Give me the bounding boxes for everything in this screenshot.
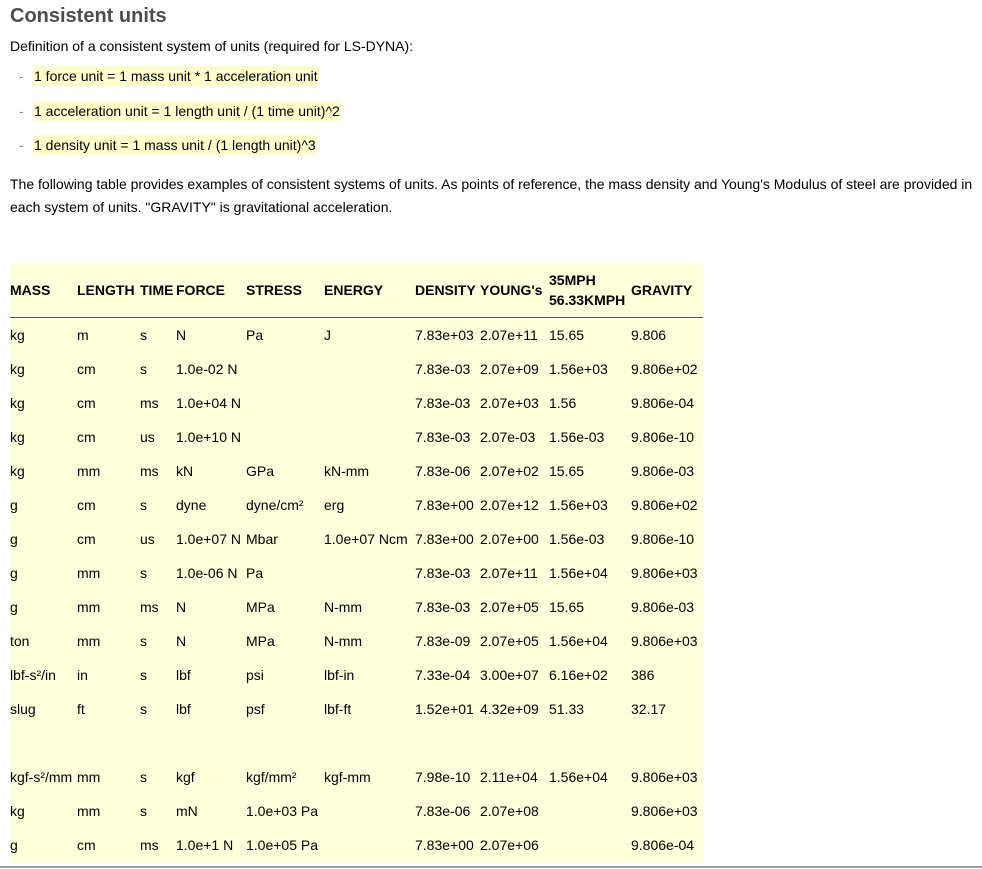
dash-bullet: - [19,102,24,119]
cell-gravity: 9.806e-03 [631,463,695,479]
cell-energy: 1.0e+07 Ncm [324,531,408,547]
cell-gravity: 9.806e-04 [631,837,695,853]
cell-gravity: 9.806e+02 [631,361,698,377]
cell-speed: 1.56e+04 [549,633,608,649]
cell-length: ft [77,701,85,717]
rule-text: 1 acceleration unit = 1 length unit / (1 time unit)^2 [34,102,340,119]
cell-force: 1.0e-02 N [176,361,238,377]
cell-youngs: 3.00e+07 [480,667,539,683]
header-length: LENGTH [77,282,135,298]
cell-gravity: 9.806e-10 [631,531,695,547]
cell-gravity: 9.806e+03 [631,633,698,649]
cell-density: 1.52e+01 [415,701,474,717]
header-speed-mph: 35MPH [549,272,596,288]
cell-gravity: 9.806e+03 [631,565,698,581]
cell-length: cm [77,395,96,411]
cell-speed: 6.16e+02 [549,667,608,683]
header-force: FORCE [176,282,225,298]
cell-force: 1.0e+04 N [176,395,241,411]
cell-stress: psf [246,701,265,717]
intro-text: Definition of a consistent system of units (required for LS-DYNA): [10,38,414,54]
cell-force: kN [176,463,194,479]
cell-mass: g [10,837,18,853]
cell-speed: 1.56e-03 [549,429,605,445]
cell-time: s [140,361,147,377]
cell-stress: Pa [246,565,264,581]
cell-density: 7.83e-03 [415,395,471,411]
cell-density: 7.83e+00 [415,837,474,853]
dash-bullet: - [19,68,24,84]
cell-density: 7.98e-10 [415,769,471,785]
cell-energy: erg [324,497,345,513]
cell-youngs: 2.07e+09 [480,361,539,377]
cell-stress: psi [246,667,264,683]
cell-force: dyne [176,497,207,513]
cell-youngs: 2.07e+00 [480,531,539,547]
rule-item [19,137,341,172]
header-divider [10,317,703,318]
cell-force: lbf [176,701,191,717]
description-paragraph: The following table provides examples of consistent systems of units. As points of reference, the mass density and Young's Modulus of steel are provided in each system of units. "GRAVITY" is gravitational acceleration. [10,176,973,215]
cell-force: N [176,599,187,615]
cell-youngs: 2.07e+05 [480,633,539,649]
cell-time: s [140,497,147,513]
cell-speed: 15.65 [549,599,585,615]
cell-mass: kgf-s²/mm [10,769,73,785]
cell-mass: g [10,565,18,581]
cell-youngs: 2.07e+06 [480,837,539,853]
cell-length: cm [77,531,96,547]
cell-time: s [140,803,147,819]
cell-mass: kg [10,361,25,377]
cell-energy: N-mm [324,633,363,649]
units-table [10,264,703,863]
cell-time: us [140,531,155,547]
cell-mass: slug [10,701,36,717]
header-time: TIME [140,282,174,298]
cell-time: s [140,769,147,785]
cell-time: ms [140,463,159,479]
cell-length: mm [77,803,101,819]
cell-speed: 1.56e+04 [549,769,608,785]
cell-gravity: 9.806e-04 [631,395,695,411]
cell-length: cm [77,837,96,853]
cell-density: 7.83e+00 [415,497,474,513]
cell-length: cm [77,361,96,377]
cell-mass: g [10,531,18,547]
header-youngs: YOUNG's [480,282,543,298]
cell-gravity: 9.806e-03 [631,599,695,615]
cell-stress: dyne/cm² [246,497,304,513]
rule-text: 1 density unit = 1 mass unit / (1 length unit)^3 [34,137,316,153]
cell-energy: J [324,327,331,343]
header-energy: ENERGY [324,282,384,298]
cell-mass: kg [10,803,25,819]
cell-length: m [77,327,89,343]
cell-density: 7.83e-03 [415,565,471,581]
cell-density: 7.83e-03 [415,599,471,615]
cell-youngs: 2.11e+04 [480,769,538,785]
cell-force: N [176,633,187,649]
cell-time: ms [140,599,159,615]
header-mass: MASS [10,282,51,298]
rule-item [19,68,341,103]
rules-list [19,68,341,172]
cell-force: 1.0e+10 N [176,429,241,445]
cell-energy: lbf-ft [324,701,352,717]
page-bottom-border [0,866,982,868]
cell-energy: kgf-mm [324,769,371,785]
cell-youngs: 2.07e+12 [480,497,539,513]
dash-bullet: - [19,137,24,153]
cell-gravity: 9.806e+03 [631,803,698,819]
cell-mass: kg [10,327,25,343]
cell-force: 1.0e-06 N [176,565,238,581]
cell-length: mm [77,769,101,785]
cell-mass: kg [10,463,25,479]
cell-energy: N-mm [324,599,363,615]
page-title: Consistent units [10,5,167,27]
cell-density: 7.83e-09 [415,633,471,649]
header-stress: STRESS [246,282,303,298]
cell-time: ms [140,395,159,411]
cell-stress: Pa [246,327,264,343]
header-speed-kmph: 56.33KMPH [549,292,626,308]
cell-length: mm [77,633,101,649]
header-density: DENSITY [415,282,476,298]
cell-speed: 15.65 [549,463,585,479]
cell-stress: 1.0e+03 Pa [246,803,319,819]
cell-time: s [140,701,147,717]
cell-youngs: 2.07e+05 [480,599,539,615]
cell-density: 7.83e-03 [415,361,471,377]
cell-stress: 1.0e+05 Pa [246,837,319,853]
cell-length: cm [77,497,96,513]
cell-gravity: 9.806e-10 [631,429,695,445]
cell-gravity: 9.806 [631,327,667,343]
cell-youngs: 2.07e+11 [480,565,538,581]
cell-density: 7.83e-06 [415,803,471,819]
cell-density: 7.83e-06 [415,463,471,479]
cell-youngs: 2.07e+08 [480,803,539,819]
cell-youngs: 4.32e+09 [480,701,539,717]
cell-force: lbf [176,667,191,683]
cell-time: s [140,667,147,683]
cell-speed: 1.56e+03 [549,497,608,513]
cell-stress: GPa [246,463,275,479]
cell-density: 7.83e-03 [415,429,471,445]
cell-length: mm [77,463,101,479]
cell-time: s [140,565,147,581]
cell-energy: kN-mm [324,463,370,479]
cell-stress: Mbar [246,531,278,547]
cell-speed: 1.56e+03 [549,361,608,377]
cell-length: mm [77,599,101,615]
header-gravity: GRAVITY [631,282,693,298]
cell-time: ms [140,837,159,853]
cell-mass: g [10,599,18,615]
cell-speed: 1.56 [549,395,577,411]
cell-speed: 51.33 [549,701,585,717]
rule-text: 1 force unit = 1 mass unit * 1 acceleration unit [34,68,318,84]
cell-length: cm [77,429,96,445]
cell-youngs: 2.07e-03 [480,429,536,445]
rule-item [19,103,341,138]
cell-density: 7.83e+00 [415,531,474,547]
cell-time: s [140,633,147,649]
cell-speed: 1.56e+04 [549,565,608,581]
cell-stress: MPa [246,633,275,649]
cell-force: kgf [176,769,195,785]
cell-time: s [140,327,147,343]
cell-youngs: 2.07e+02 [480,463,539,479]
cell-youngs: 2.07e+03 [480,395,539,411]
cell-gravity: 32.17 [631,701,667,717]
cell-mass: ton [10,633,30,649]
cell-mass: g [10,497,18,513]
cell-length: mm [77,565,101,581]
cell-gravity: 386 [631,667,655,683]
cell-length: in [77,667,88,683]
cell-speed: 1.56e-03 [549,531,605,547]
cell-stress: MPa [246,599,275,615]
cell-density: 7.83e+03 [415,327,474,343]
cell-force: mN [176,803,198,819]
cell-energy: lbf-in [324,667,355,683]
cell-stress: kgf/mm² [246,769,297,785]
cell-mass: kg [10,395,25,411]
cell-mass: kg [10,429,25,445]
cell-speed: 15.65 [549,327,585,343]
cell-force: 1.0e+1 N [176,837,234,853]
cell-time: us [140,429,155,445]
cell-force: 1.0e+07 N [176,531,241,547]
cell-gravity: 9.806e+02 [631,497,698,513]
cell-density: 7.33e-04 [415,667,471,683]
cell-youngs: 2.07e+11 [480,327,538,343]
cell-force: N [176,327,187,343]
cell-mass: lbf-s²/in [10,667,56,683]
cell-gravity: 9.806e+03 [631,769,698,785]
